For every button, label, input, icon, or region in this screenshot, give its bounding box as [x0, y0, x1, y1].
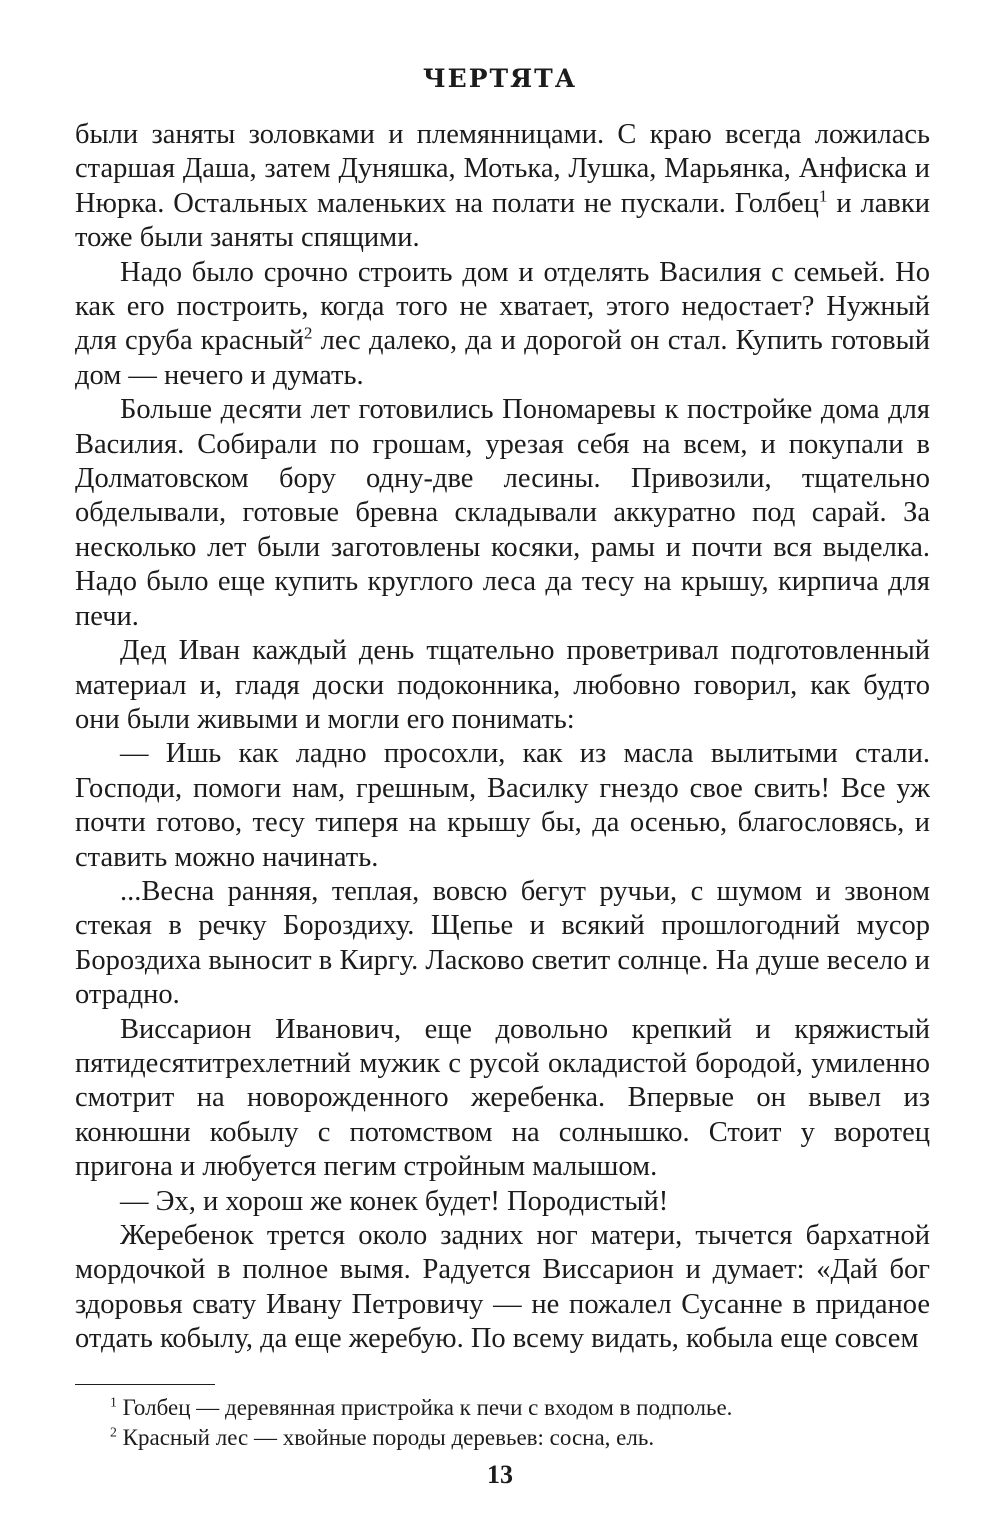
paragraph: — Ишь как ладно просохли, как из масла вылитыми стали. Господи, помоги нам, грешным, Василку гнездо свое свить! Все уж почти готово, тесу типеря на крышу бы, да осенью, благословясь, и ставить можно начинать. [75, 738, 930, 873]
running-head: ЧЕРТЯТА [422, 64, 578, 93]
paragraph: — Эх, и хорош же конек будет! Породистый! [120, 1185, 669, 1217]
body-text [75, 118, 930, 1357]
footnote-ref: 2 [303, 323, 313, 343]
footnote-marker: 2 [110, 1424, 117, 1440]
footnote-marker: 1 [110, 1394, 117, 1410]
paragraph: Больше десяти лет готовились Пономаревы к постройке дома для Василия. Собирали по грошам, урезая себя на всем, и покупали в Долматовском бору одну-две лесины. Привозили, тщательно обделывали, готовые бревна складывали аккуратно под сарай. За несколько лет были заготовлены косяки, рамы и почти вся выделка. Надо было еще купить круглого леса да тесу на крышу, кирпича для печи. [75, 394, 930, 632]
page-number: 13 [487, 1460, 513, 1489]
footnotes [75, 1393, 930, 1453]
paragraph: Виссарион Иванович, еще довольно крепкий и кряжистый пятидесятитрехлетний мужик с русой окладистой бородой, умиленно смотрит на новорожденного жеребенка. Впервые он вывел из конюшни кобылу с потомством на солнышко. Стоит у воротец пригона и любуется пегим стройным малышом. [75, 1013, 930, 1183]
footnote: $^1$ Голбец — деревянная пристройка к печи с входом в подполье. [110, 1394, 733, 1420]
paragraph: Дед Иван каждый день тщательно проветривал подготовленный материал и, гладя доски подоконника, любовно говорил, как будто они были живыми и могли его понимать: [75, 635, 930, 735]
paragraph: Надо было срочно строить дом и отделять Василия с семьей. Но как его построить, когда того не хватает, этого недостает? Нужный для сруба красный$^2$ лес далеко, да и дорогой он стал. Купить готовый дом — нечего и думать. [75, 256, 930, 391]
footnote-ref: 1 [818, 186, 828, 206]
paragraph: ...Весна ранняя, теплая, вовсю бегут ручьи, с шумом и звоном стекая в речку Бороздиху. Щепье и всякий прошлогодний мусор Бороздиха выносит в Киргу. Ласково светит солнце. На душе весело и отрадно. [75, 875, 930, 1011]
paragraph: были заняты золовками и племянницами. С краю всегда ложилась старшая Даша, затем Дуняшка, Мотька, Лушка, Марьянка, Анфиска и Нюрка. Остальных маленьких на полати не пускали. Голбец$^1$ и лавки тоже были заняты спящими. [75, 119, 930, 254]
paragraph: Жеребенок трется около задних ног матери, тычется бархатной мордочкой в полное вымя. Радуется Виссарион и думает: «Дай бог здоровья свату Ивану Петровичу — не пожалел Сусанне в приданое отдать кобылу, да еще жеребую. По всему видать, кобыла еще совсем [75, 1220, 930, 1355]
footnote: $^2$ Красный лес — хвойные породы деревьев: сосна, ель. [110, 1424, 655, 1450]
footnote-divider [75, 1384, 215, 1385]
